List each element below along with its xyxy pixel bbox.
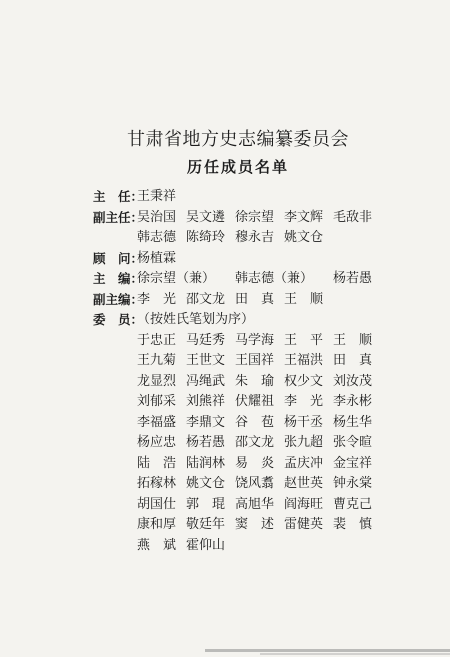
member-name: 杨若愚	[333, 271, 373, 286]
member-name: 孟庆冲	[284, 455, 324, 471]
member-name: 徐宗望	[235, 209, 275, 225]
roster-line	[0, 228, 450, 248]
roster-line	[0, 290, 450, 310]
member-name: 陆润林	[186, 455, 226, 471]
member-name: 拓稼林	[137, 476, 177, 491]
member-name: 胡国仕	[137, 496, 177, 512]
member-name: 高旭华	[235, 496, 275, 512]
member-name: 于忠正	[137, 332, 177, 348]
roster-line	[0, 536, 450, 556]
member-name: 李 光	[284, 394, 324, 409]
member-name: 伏耀祖	[235, 394, 275, 409]
member-name: 康和厚	[137, 517, 177, 532]
member-name: 王秉祥	[137, 189, 177, 204]
roster-line	[0, 413, 450, 433]
member-name: 姚文仓	[186, 476, 226, 491]
member-name: 毛敌非	[333, 209, 373, 225]
member-name: 朱 瑜	[235, 373, 275, 389]
member-name: 杨生华	[333, 414, 373, 430]
member-name: 杨若愚	[186, 435, 226, 450]
member-name: 王世文	[186, 353, 226, 368]
member-name: 邵文龙	[235, 435, 275, 450]
member-name: 龙显烈	[137, 373, 177, 389]
roster-line	[0, 433, 450, 453]
member-name: 陈绮玲	[186, 230, 226, 245]
member-name: 吴治国	[137, 209, 177, 225]
member-name: 田 真	[235, 291, 275, 307]
member-name: 裴 慎	[333, 517, 373, 532]
roster-line	[0, 351, 450, 371]
member-name: 雷健英	[284, 517, 324, 532]
member-name: 窦 述	[235, 517, 275, 532]
ordering-note: （按姓氏笔划为序）	[137, 312, 255, 327]
member-name: 刘郁采	[137, 394, 177, 409]
member-name: 马学海	[235, 332, 275, 348]
member-name: 钟永棠	[333, 476, 373, 491]
role-label: 副主任：	[93, 209, 144, 225]
member-name: 李鼎文	[186, 414, 226, 430]
member-name: 张令暄	[333, 435, 373, 450]
member-name: 王 顺	[333, 332, 373, 348]
member-name: 冯绳武	[186, 373, 226, 389]
member-name: 易 炎	[235, 455, 275, 471]
member-name: 李 光	[137, 291, 177, 307]
member-name: 吴文遴	[186, 209, 226, 225]
member-name: 邵文龙	[186, 291, 226, 307]
member-name: 王 顺	[284, 291, 324, 307]
committee-title: 甘肃省地方史志编纂委员会	[127, 129, 349, 150]
roster-line	[0, 515, 450, 535]
member-name: 阎海旺	[284, 496, 324, 512]
scan-artifact	[260, 653, 450, 655]
member-name: 李福盛	[137, 414, 177, 430]
member-name: 李永彬	[333, 394, 373, 409]
member-name: 谷 苞	[235, 414, 275, 430]
roster-line	[0, 331, 450, 351]
member-name: 霍仰山	[186, 537, 226, 553]
member-name: 张九超	[284, 435, 324, 450]
roster-line	[0, 454, 450, 474]
member-name: 穆永吉	[235, 230, 275, 245]
member-name: 杨干丞	[284, 414, 324, 430]
roster-line	[0, 249, 450, 269]
member-name: 王九菊	[137, 353, 177, 368]
member-name: 王福洪	[284, 353, 324, 368]
member-name: 韩志德（兼）	[235, 271, 314, 286]
member-name: 李文辉	[284, 209, 324, 225]
member-name: 金宝祥	[333, 455, 373, 471]
role-label: 顾 问：	[93, 250, 144, 266]
member-name: 敬廷年	[186, 517, 226, 532]
roster-line	[0, 392, 450, 412]
member-name: 郭 琨	[186, 496, 226, 512]
member-name: 陆 浩	[137, 455, 177, 471]
scan-artifact	[205, 649, 450, 652]
role-label: 主 任：	[93, 189, 144, 204]
member-name: 燕 斌	[137, 537, 177, 553]
role-label: 主 编：	[93, 271, 144, 286]
member-name: 田 真	[333, 353, 373, 368]
roster-line	[0, 310, 450, 330]
member-name: 刘汝茂	[333, 373, 373, 389]
roster-line	[0, 474, 450, 494]
member-name: 韩志德	[137, 230, 177, 245]
member-name: 刘熊祥	[186, 394, 226, 409]
role-label: 委 员：	[93, 312, 144, 327]
member-name: 马廷秀	[186, 332, 226, 348]
member-name: 饶风翥	[235, 476, 275, 491]
role-label: 副主编：	[93, 291, 144, 307]
roster-line	[0, 187, 450, 207]
member-name: 杨植霖	[137, 250, 177, 266]
member-name: 姚文仓	[284, 230, 324, 245]
roster-line	[0, 269, 450, 289]
member-name: 杨应忠	[137, 435, 177, 450]
member-name: 权少文	[284, 373, 324, 389]
member-name: 王 平	[284, 332, 324, 348]
member-name: 曹克己	[333, 496, 373, 512]
roster-line	[0, 372, 450, 392]
roster-subtitle: 历任成员名单	[186, 158, 289, 176]
roster-line	[0, 495, 450, 515]
roster-line	[0, 208, 450, 228]
member-name: 徐宗望（兼）	[137, 271, 216, 286]
member-name: 赵世英	[284, 476, 324, 491]
member-name: 王国祥	[235, 353, 275, 368]
